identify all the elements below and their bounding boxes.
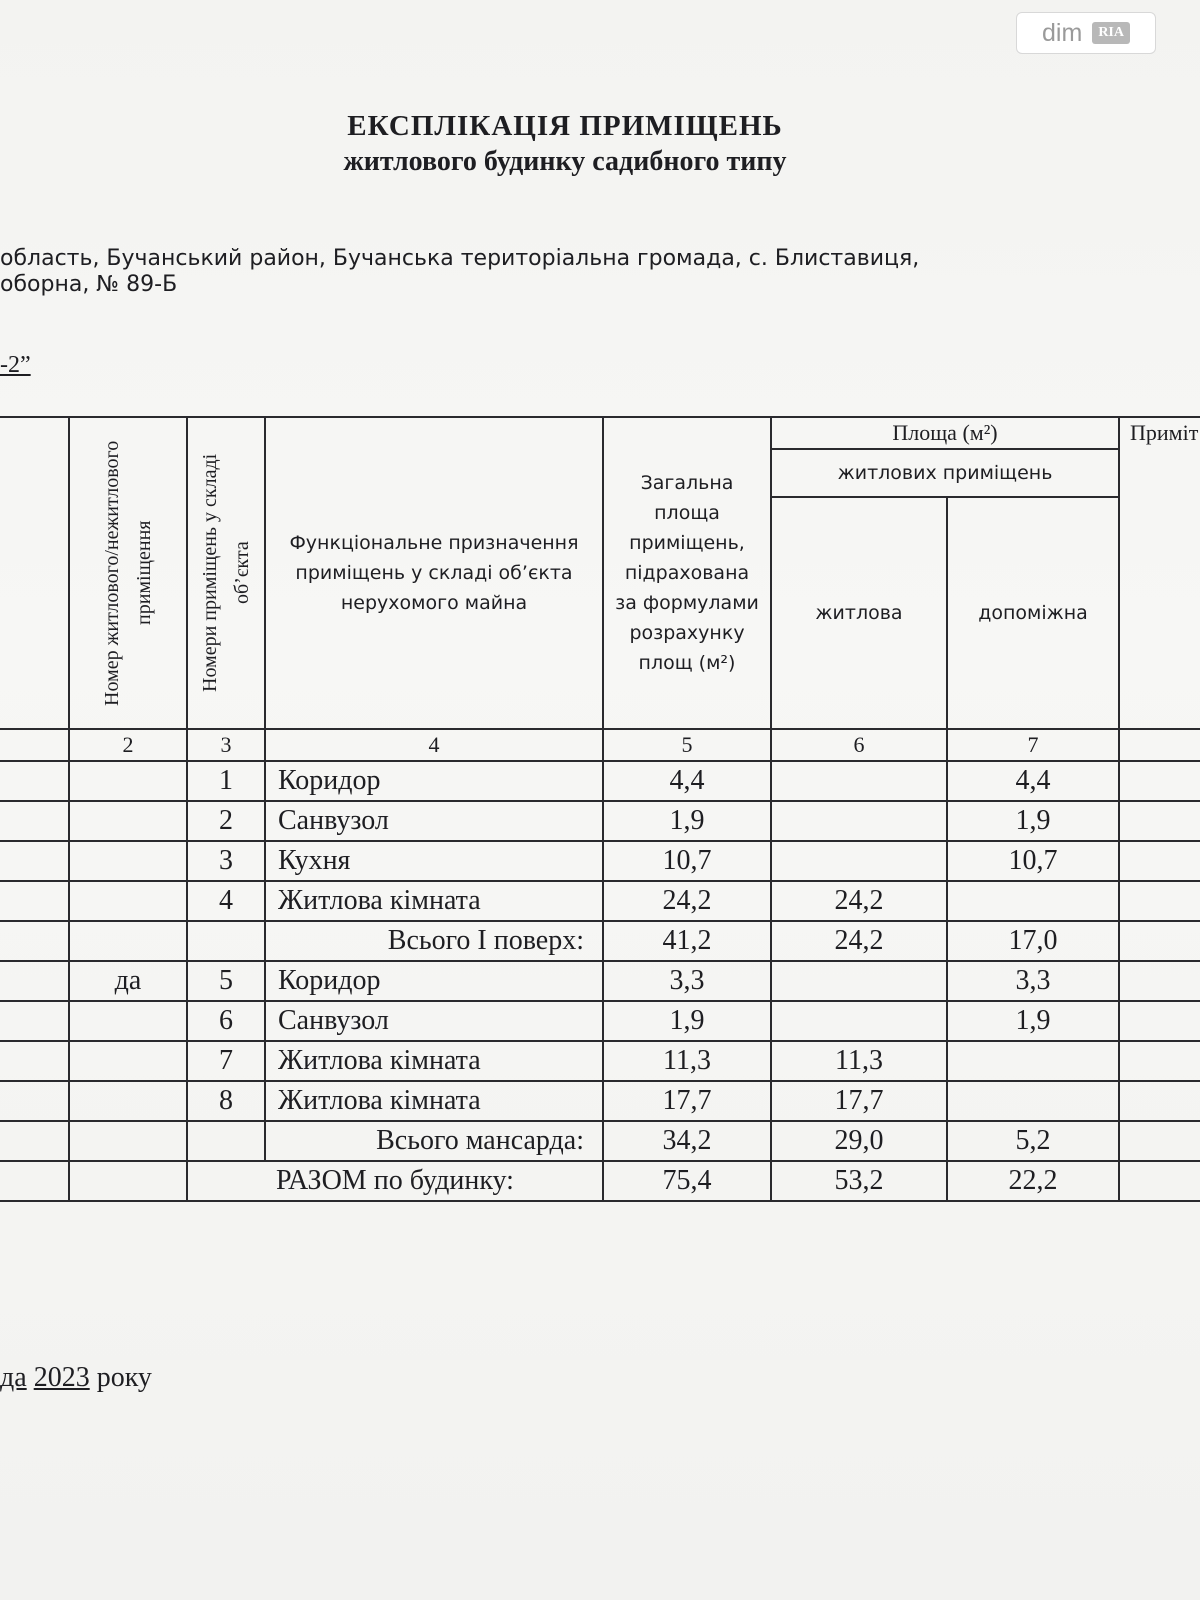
row-cell-2 bbox=[69, 1121, 187, 1161]
row-cell-3 bbox=[187, 921, 265, 961]
room-number: 6 bbox=[187, 1001, 265, 1041]
row-cell-1 bbox=[0, 881, 69, 921]
row-cell-2 bbox=[69, 921, 187, 961]
total-area: 1,9 bbox=[603, 1001, 771, 1041]
room-number: 3 bbox=[187, 841, 265, 881]
row-cell-1 bbox=[0, 1081, 69, 1121]
room-name: Житлова кімната bbox=[265, 1081, 603, 1121]
row-cell-1 bbox=[0, 761, 69, 801]
column-number: 3 bbox=[187, 729, 265, 761]
row-cell-2: да bbox=[69, 961, 187, 1001]
date-year: 2023 bbox=[33, 1362, 90, 1393]
room-name: Кухня bbox=[265, 841, 603, 881]
header-area-group: Площа (м²) bbox=[771, 417, 1119, 449]
room-number: 4 bbox=[187, 881, 265, 921]
living-area bbox=[771, 761, 947, 801]
row-cell-2 bbox=[69, 881, 187, 921]
room-number: 8 bbox=[187, 1081, 265, 1121]
date-prefix: да bbox=[0, 1362, 27, 1393]
row-cell-2 bbox=[69, 1081, 187, 1121]
living-area: 24,2 bbox=[771, 921, 947, 961]
room-name: Житлова кімната bbox=[265, 1041, 603, 1081]
table-row bbox=[0, 841, 1200, 881]
subtotal-label: Всього мансарда: bbox=[265, 1121, 603, 1161]
row-cell-2 bbox=[69, 1001, 187, 1041]
column-number: 2 bbox=[69, 729, 187, 761]
auxiliary-area: 1,9 bbox=[947, 801, 1119, 841]
auxiliary-area bbox=[947, 1081, 1119, 1121]
header-col3-label: Номери приміщень у складі об’єкта bbox=[199, 453, 253, 693]
auxiliary-area: 10,7 bbox=[947, 841, 1119, 881]
row-cell-1 bbox=[0, 1041, 69, 1081]
table-row bbox=[0, 961, 1200, 1001]
auxiliary-area: 5,2 bbox=[947, 1121, 1119, 1161]
header-col5-label: Загальна площа приміщень, підрахована за формулами розрахунку площ (м²) bbox=[603, 417, 771, 729]
explication-table bbox=[0, 416, 1200, 1202]
living-area bbox=[771, 1001, 947, 1041]
auxiliary-area bbox=[947, 1041, 1119, 1081]
room-number: 1 bbox=[187, 761, 265, 801]
room-number: 7 bbox=[187, 1041, 265, 1081]
grand-total-label: РАЗОМ по будинку: bbox=[187, 1161, 603, 1201]
row-cell-2 bbox=[69, 761, 187, 801]
row-cell-1 bbox=[0, 801, 69, 841]
auxiliary-area: 1,9 bbox=[947, 1001, 1119, 1041]
auxiliary-area bbox=[947, 881, 1119, 921]
living-area bbox=[771, 801, 947, 841]
notes-cell bbox=[1119, 1161, 1200, 1201]
notes-cell bbox=[1119, 761, 1200, 801]
document-date bbox=[0, 1362, 152, 1394]
header-row bbox=[0, 417, 1200, 449]
header-col2-label: Номер житлового/нежитлового приміщення bbox=[101, 440, 155, 706]
row-cell-2 bbox=[69, 841, 187, 881]
total-area: 34,2 bbox=[603, 1121, 771, 1161]
address-line-2: оборна, № 89-Б bbox=[0, 272, 178, 297]
row-cell-3 bbox=[187, 1121, 265, 1161]
auxiliary-area: 4,4 bbox=[947, 761, 1119, 801]
header-notes: Приміт bbox=[1119, 417, 1200, 729]
row-cell-2 bbox=[69, 1041, 187, 1081]
header-col-3 bbox=[187, 417, 265, 729]
notes-cell bbox=[1119, 881, 1200, 921]
total-area: 11,3 bbox=[603, 1041, 771, 1081]
dimria-watermark bbox=[1016, 12, 1156, 54]
watermark-brand: dim bbox=[1042, 18, 1083, 47]
table-row bbox=[0, 881, 1200, 921]
row-cell-2 bbox=[69, 1161, 187, 1201]
row-cell-1 bbox=[0, 841, 69, 881]
total-area: 1,9 bbox=[603, 801, 771, 841]
living-area: 11,3 bbox=[771, 1041, 947, 1081]
room-name: Санвузол bbox=[265, 801, 603, 841]
living-area: 24,2 bbox=[771, 881, 947, 921]
total-area: 4,4 bbox=[603, 761, 771, 801]
table-row bbox=[0, 1001, 1200, 1041]
total-area: 24,2 bbox=[603, 881, 771, 921]
header-col-1 bbox=[0, 417, 69, 729]
date-suffix: року bbox=[96, 1362, 152, 1393]
notes-cell bbox=[1119, 961, 1200, 1001]
reference-code: -2” bbox=[0, 352, 31, 378]
document-title: ЕКСПЛІКАЦІЯ ПРИМІЩЕНЬ bbox=[347, 110, 783, 142]
address-line-1: область, Бучанський район, Бучанська територіальна громада, с. Блиставиця, bbox=[0, 246, 920, 271]
room-name: Санвузол bbox=[265, 1001, 603, 1041]
total-area: 17,7 bbox=[603, 1081, 771, 1121]
row-cell-1 bbox=[0, 1001, 69, 1041]
row-cell-1 bbox=[0, 1121, 69, 1161]
table-row bbox=[0, 1081, 1200, 1121]
subtotal-row bbox=[0, 921, 1200, 961]
notes-cell bbox=[1119, 1121, 1200, 1161]
header-col6-label: житлова bbox=[771, 497, 947, 729]
row-cell-2 bbox=[69, 801, 187, 841]
watermark-badge: RIA bbox=[1092, 22, 1130, 44]
header-col7-label: допоміжна bbox=[947, 497, 1119, 729]
room-name: Житлова кімната bbox=[265, 881, 603, 921]
column-number: 6 bbox=[771, 729, 947, 761]
grand-total-living: 53,2 bbox=[771, 1161, 947, 1201]
total-area: 10,7 bbox=[603, 841, 771, 881]
table-row bbox=[0, 1041, 1200, 1081]
living-area bbox=[771, 841, 947, 881]
notes-cell bbox=[1119, 801, 1200, 841]
grand-total-area: 75,4 bbox=[603, 1161, 771, 1201]
row-cell-1 bbox=[0, 1161, 69, 1201]
grand-total-auxiliary: 22,2 bbox=[947, 1161, 1119, 1201]
room-name: Коридор bbox=[265, 961, 603, 1001]
header-col-2 bbox=[69, 417, 187, 729]
notes-cell bbox=[1119, 841, 1200, 881]
column-number-row bbox=[0, 729, 1200, 761]
subtotal-label: Всього І поверх: bbox=[265, 921, 603, 961]
header-col4-label: Функціональне призначення приміщень у складі об’єкта нерухомого майна bbox=[265, 417, 603, 729]
auxiliary-area: 17,0 bbox=[947, 921, 1119, 961]
grand-total-row bbox=[0, 1161, 1200, 1201]
living-area bbox=[771, 961, 947, 1001]
total-area: 3,3 bbox=[603, 961, 771, 1001]
living-area: 17,7 bbox=[771, 1081, 947, 1121]
table-row bbox=[0, 801, 1200, 841]
room-number: 5 bbox=[187, 961, 265, 1001]
column-number: 5 bbox=[603, 729, 771, 761]
notes-cell bbox=[1119, 1041, 1200, 1081]
subtotal-row bbox=[0, 1121, 1200, 1161]
column-number: 4 bbox=[265, 729, 603, 761]
column-number: 7 bbox=[947, 729, 1119, 761]
total-area: 41,2 bbox=[603, 921, 771, 961]
notes-cell bbox=[1119, 1001, 1200, 1041]
table-row bbox=[0, 761, 1200, 801]
document-subtitle: житлового будинку садибного типу bbox=[343, 146, 787, 177]
notes-cell bbox=[1119, 921, 1200, 961]
room-number: 2 bbox=[187, 801, 265, 841]
row-cell-1 bbox=[0, 921, 69, 961]
header-living-group: житлових приміщень bbox=[771, 449, 1119, 497]
auxiliary-area: 3,3 bbox=[947, 961, 1119, 1001]
notes-cell bbox=[1119, 1081, 1200, 1121]
room-name: Коридор bbox=[265, 761, 603, 801]
row-cell-1 bbox=[0, 961, 69, 1001]
living-area: 29,0 bbox=[771, 1121, 947, 1161]
